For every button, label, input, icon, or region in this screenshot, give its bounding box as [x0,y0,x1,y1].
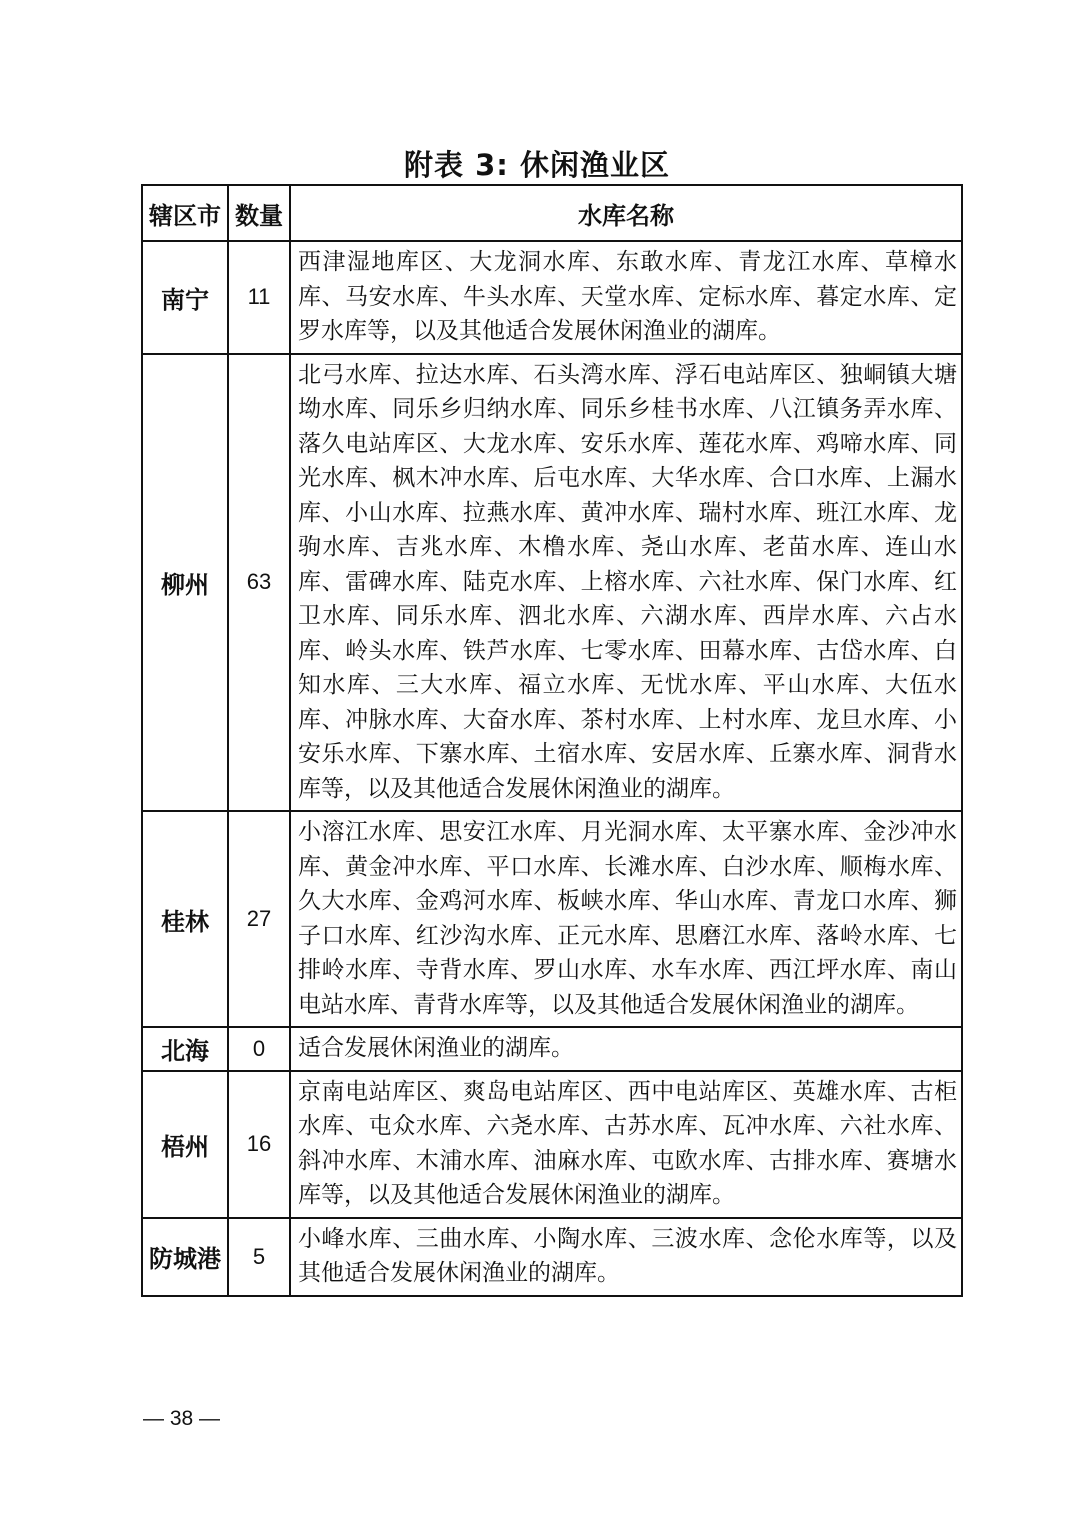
table-row [142,1027,962,1071]
city-cell: 防城港 [142,1218,228,1296]
reservoir-names-cell: 西津湿地库区、大龙洞水库、东敢水库、青龙江水库、草樟水库、马安水库、牛头水库、天堂水库、定标水库、暮定水库、定罗水库等，以及其他适合发展休闲渔业的湖库。 [290,241,962,354]
city-cell: 梧州 [142,1071,228,1218]
header-city: 辖区市 [142,185,228,241]
city-cell: 南宁 [142,241,228,354]
table-row [142,1071,962,1218]
reservoir-names-cell: 小溶江水库、思安江水库、月光洞水库、太平寨水库、金沙冲水库、黄金冲水库、平口水库、长滩水库、白沙水库、顺梅水库、久大水库、金鸡河水库、板峡水库、华山水库、青龙口水库、狮子口水库、红沙沟水库、正元水库、思磨江水库、落岭水库、七排岭水库、寺背水库、罗山水库、水车水库、西江坪水库、南山电站水库、青背水库等，以及其他适合发展休闲渔业的湖库。 [290,811,962,1027]
count-cell: 16 [228,1071,290,1218]
count-cell: 0 [228,1027,290,1071]
table-row [142,1218,962,1296]
table-title: 附表 3: 休闲渔业区 [404,148,670,182]
city-cell: 柳州 [142,354,228,812]
header-count: 数量 [228,185,290,241]
table-row [142,354,962,812]
count-cell: 11 [228,241,290,354]
reservoir-names-cell: 京南电站库区、爽岛电站库区、西中电站库区、英雄水库、古柜水库、屯众水库、六尧水库、古苏水库、瓦冲水库、六社水库、斜冲水库、木浦水库、油麻水库、屯欧水库、古排水库、赛塘水库等，以及其他适合发展休闲渔业的湖库。 [290,1071,962,1218]
reservoir-names-cell: 小峰水库、三曲水库、小陶水库、三波水库、念伦水库等，以及其他适合发展休闲渔业的湖库。 [290,1218,962,1296]
header-reservoir-names: 水库名称 [290,185,962,241]
count-cell: 5 [228,1218,290,1296]
table-row [142,241,962,354]
city-cell: 北海 [142,1027,228,1071]
city-cell: 桂林 [142,811,228,1027]
table-row [142,811,962,1027]
reservoir-names-cell: 北弓水库、拉达水库、石头湾水库、浮石电站库区、独峒镇大塘坳水库、同乐乡归纳水库、同乐乡桂书水库、八江镇务弄水库、落久电站库区、大龙水库、安乐水库、莲花水库、鸡啼水库、同光水库、枫木冲水库、后屯水库、大华水库、合口水库、上漏水库、小山水库、拉燕水库、黄冲水库、瑞村水库、班江水库、龙驹水库、吉兆水库、木橹水库、尧山水库、老苗水库、连山水库、雷碑水库、陆克水库、上榕水库、六社水库、保门水库、红卫水库、同乐水库、泗北水库、六湖水库、西岸水库、六占水库、岭头水库、铁芦水库、七零水库、田幕水库、古岱水库、白知水库、三大水库、福立水库、无忧水库、平山水库、大伍水库、冲脉水库、大奋水库、茶村水库、上村水库、龙旦水库、小安乐水库、下寨水库、土宿水库、安居水库、丘寨水库、洞背水库等，以及其他适合发展休闲渔业的湖库。 [290,354,962,812]
table-header-row [142,185,962,241]
page-number: — 38 — [143,1407,221,1430]
count-cell: 27 [228,811,290,1027]
leisure-fishery-table [141,184,963,1297]
reservoir-names-cell: 适合发展休闲渔业的湖库。 [290,1027,962,1071]
count-cell: 63 [228,354,290,812]
